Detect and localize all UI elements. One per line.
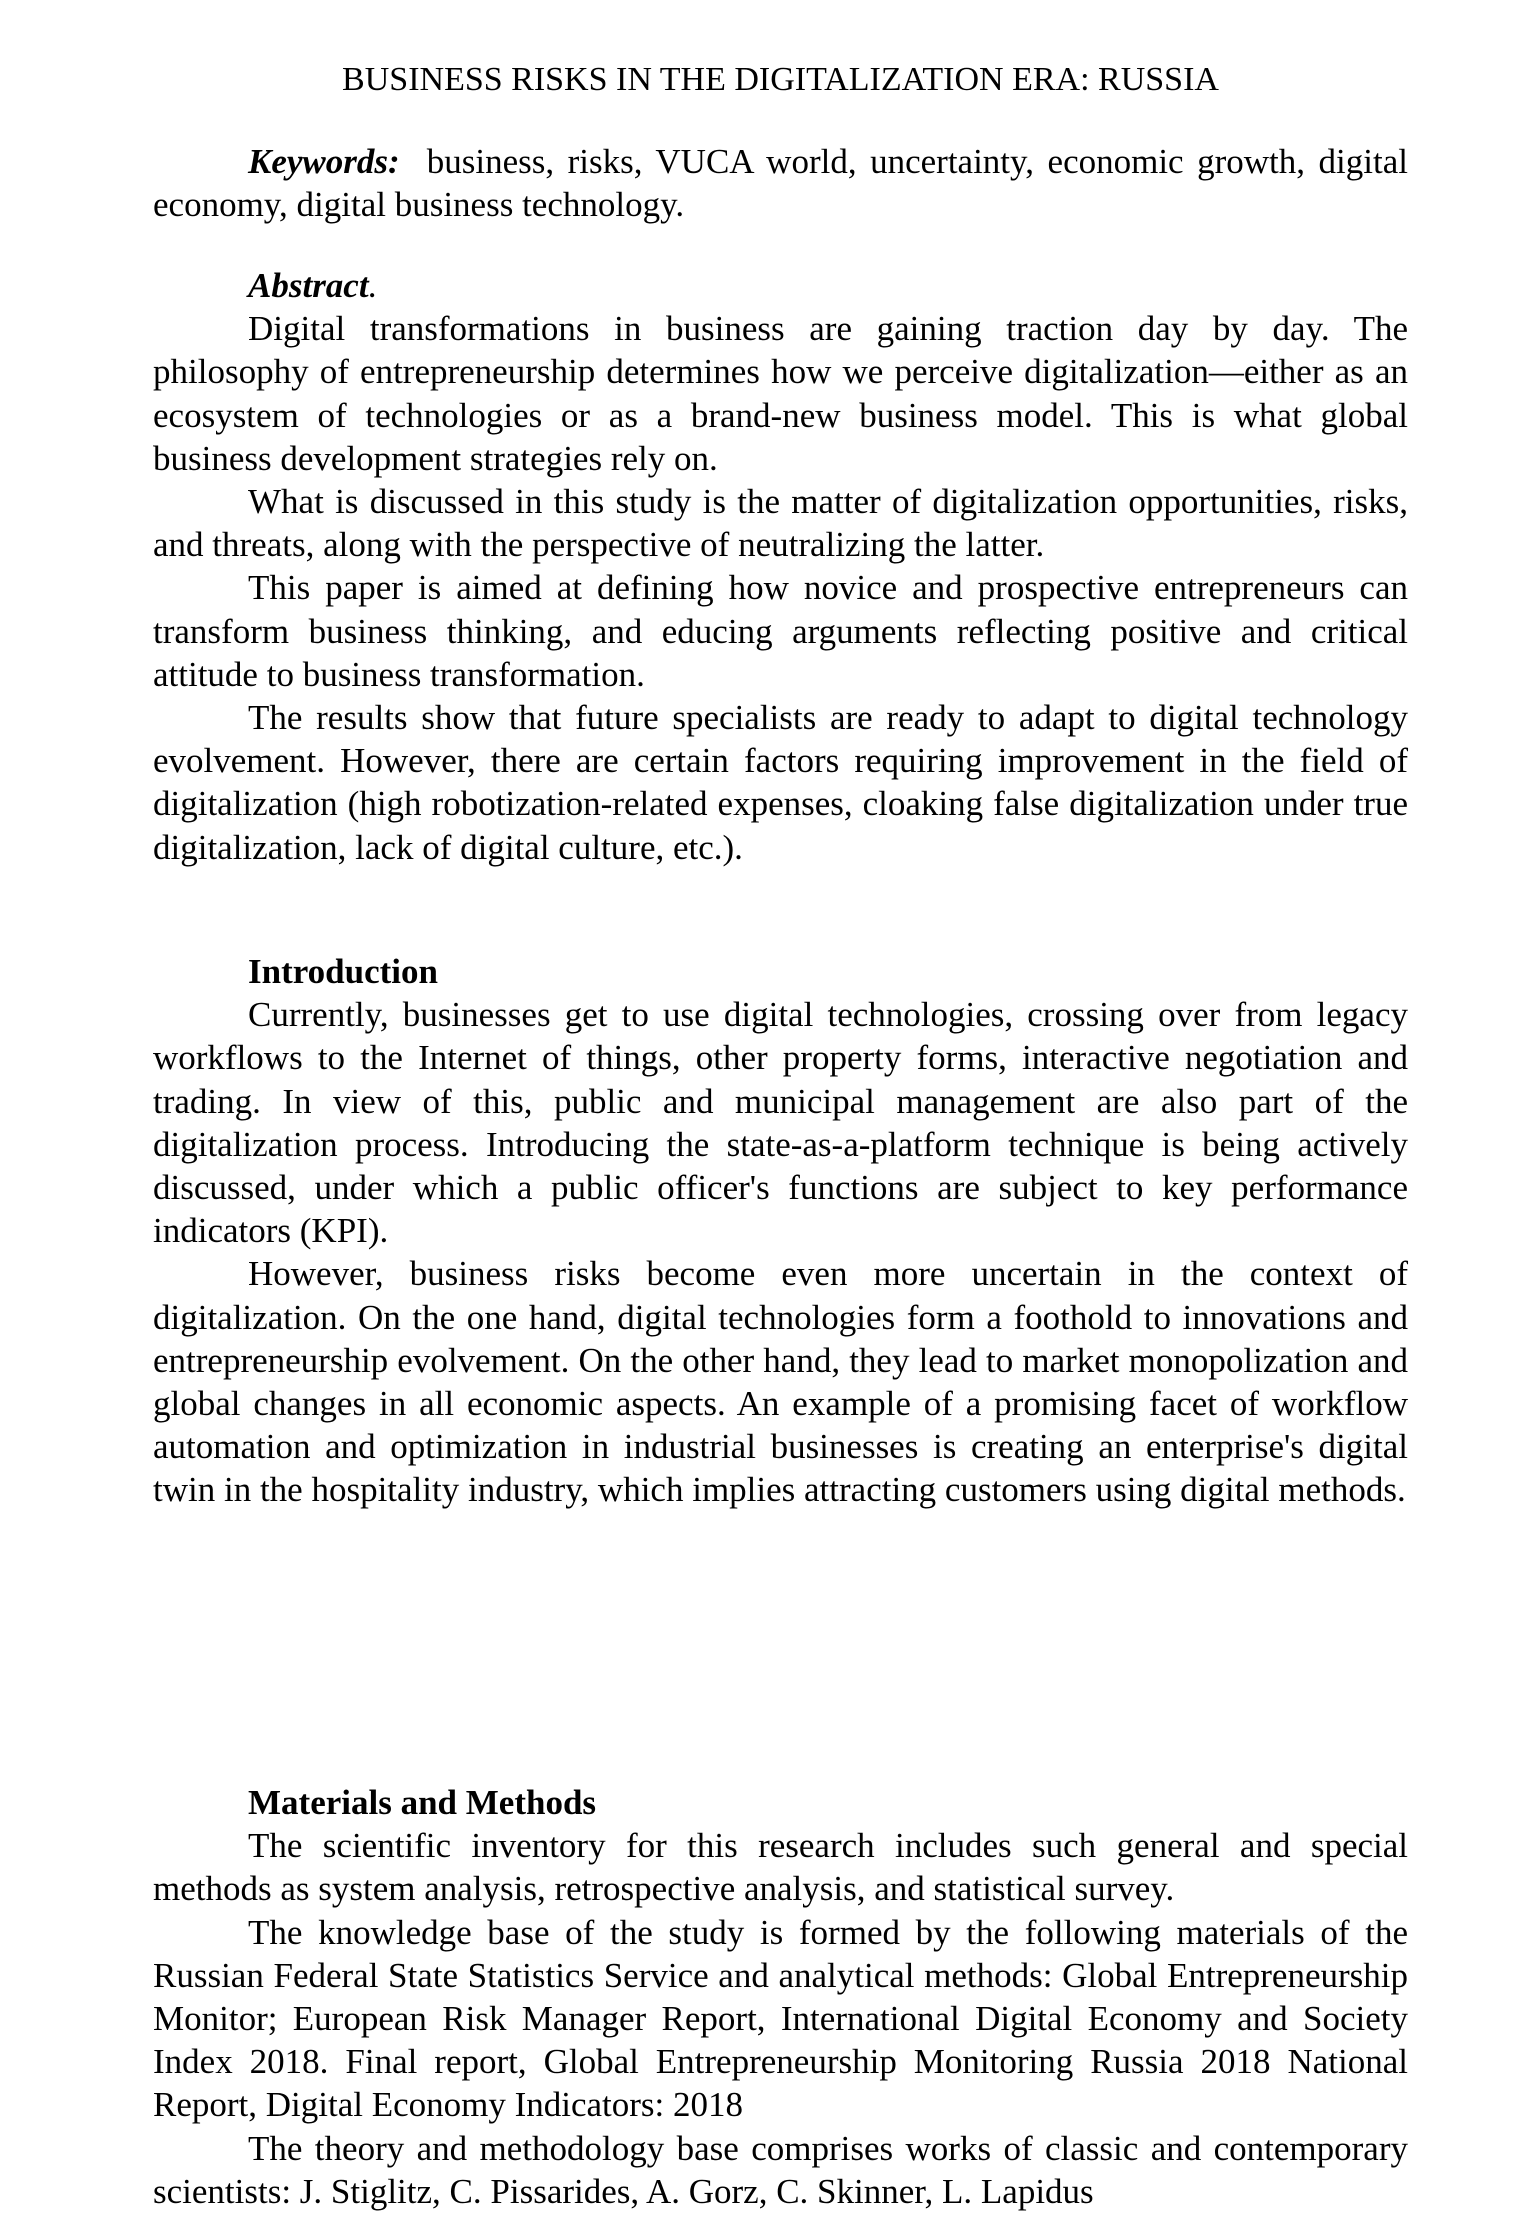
keywords-section xyxy=(153,140,1408,226)
abstract-paragraph: The results show that future specialists are ready to adapt to digital technology evolvement. However, there are certain factors requiring improvement in the field of digitalization (high robotization-related expenses, cloaking false digitalization under true digitalization, lack of digital culture, etc.). xyxy=(153,698,1408,867)
introduction-section xyxy=(153,950,1408,1512)
keywords-label: Keywords: xyxy=(248,142,400,181)
introduction-heading: Introduction xyxy=(248,952,438,991)
abstract-heading-punct: . xyxy=(368,266,378,305)
materials-methods-paragraph: The knowledge base of the study is formed by the following materials of the Russian Federal State Statistics Service and analytical methods: Global Entrepreneurship Monitor; European Risk Manager Report, International Digital Economy and Society Index 2018. Final report, Global Entrepreneurship Monitoring Russia 2018 National Report, Digital Economy Indicators: 2018 xyxy=(153,1912,1408,2125)
materials-methods-section xyxy=(153,1781,1408,2213)
abstract-paragraph: Digital transformations in business are gaining traction day by day. The philosophy of entrepreneurship determines how we perceive digitalization—either as an ecosystem of technologies or as a brand-new business model. This is what global business development strategies rely on. xyxy=(153,309,1408,478)
keywords-text: business, risks, VUCA world, uncertainty, economic growth, digital economy, digital business technology. xyxy=(153,142,1408,225)
introduction-paragraph: However, business risks become even more uncertain in the context of digitalization. On the one hand, digital technologies form a foothold to innovations and entrepreneurship evolvement. On the other hand, they lead to market monopolization and global changes in all economic aspects. An example of a promising facet of workflow automation and optimization in industrial businesses is creating an enterprise's digital twin in the hospitality industry, which implies attracting customers using digital methods. xyxy=(153,1254,1408,1510)
materials-methods-paragraph: The theory and methodology base comprises works of classic and contemporary scientists: J. Stiglitz, C. Pissarides, A. Gorz, C. Skinner, L. Lapidus xyxy=(153,2128,1408,2211)
abstract-heading-text: Abstract xyxy=(248,266,369,305)
abstract-section xyxy=(153,264,1408,869)
materials-methods-heading: Materials and Methods xyxy=(248,1783,597,1822)
introduction-paragraph: Currently, businesses get to use digital technologies, crossing over from legacy workflows to the Internet of things, other property forms, interactive negotiation and trading. In view of this, public and municipal management are also part of the digitalization process. Introducing the state-as-a-platform technique is being actively discussed, under which a public officer's functions are subject to key performance indicators (KPI). xyxy=(153,995,1408,1251)
abstract-paragraph: What is discussed in this study is the matter of digitalization opportunities, risks, and threats, along with the perspective of neutralizing the latter. xyxy=(153,482,1408,565)
abstract-paragraph: This paper is aimed at defining how novice and prospective entrepreneurs can transform business thinking, and educing arguments reflecting positive and critical attitude to business transformation. xyxy=(153,568,1408,694)
paper-title: BUSINESS RISKS IN THE DIGITALIZATION ERA: RUSSIA xyxy=(342,61,1219,98)
keywords-paragraph xyxy=(153,140,1408,226)
abstract-heading xyxy=(153,264,1408,307)
materials-methods-paragraph: The scientific inventory for this research includes such general and special methods as system analysis, retrospective analysis, and statistical survey. xyxy=(153,1826,1408,1909)
